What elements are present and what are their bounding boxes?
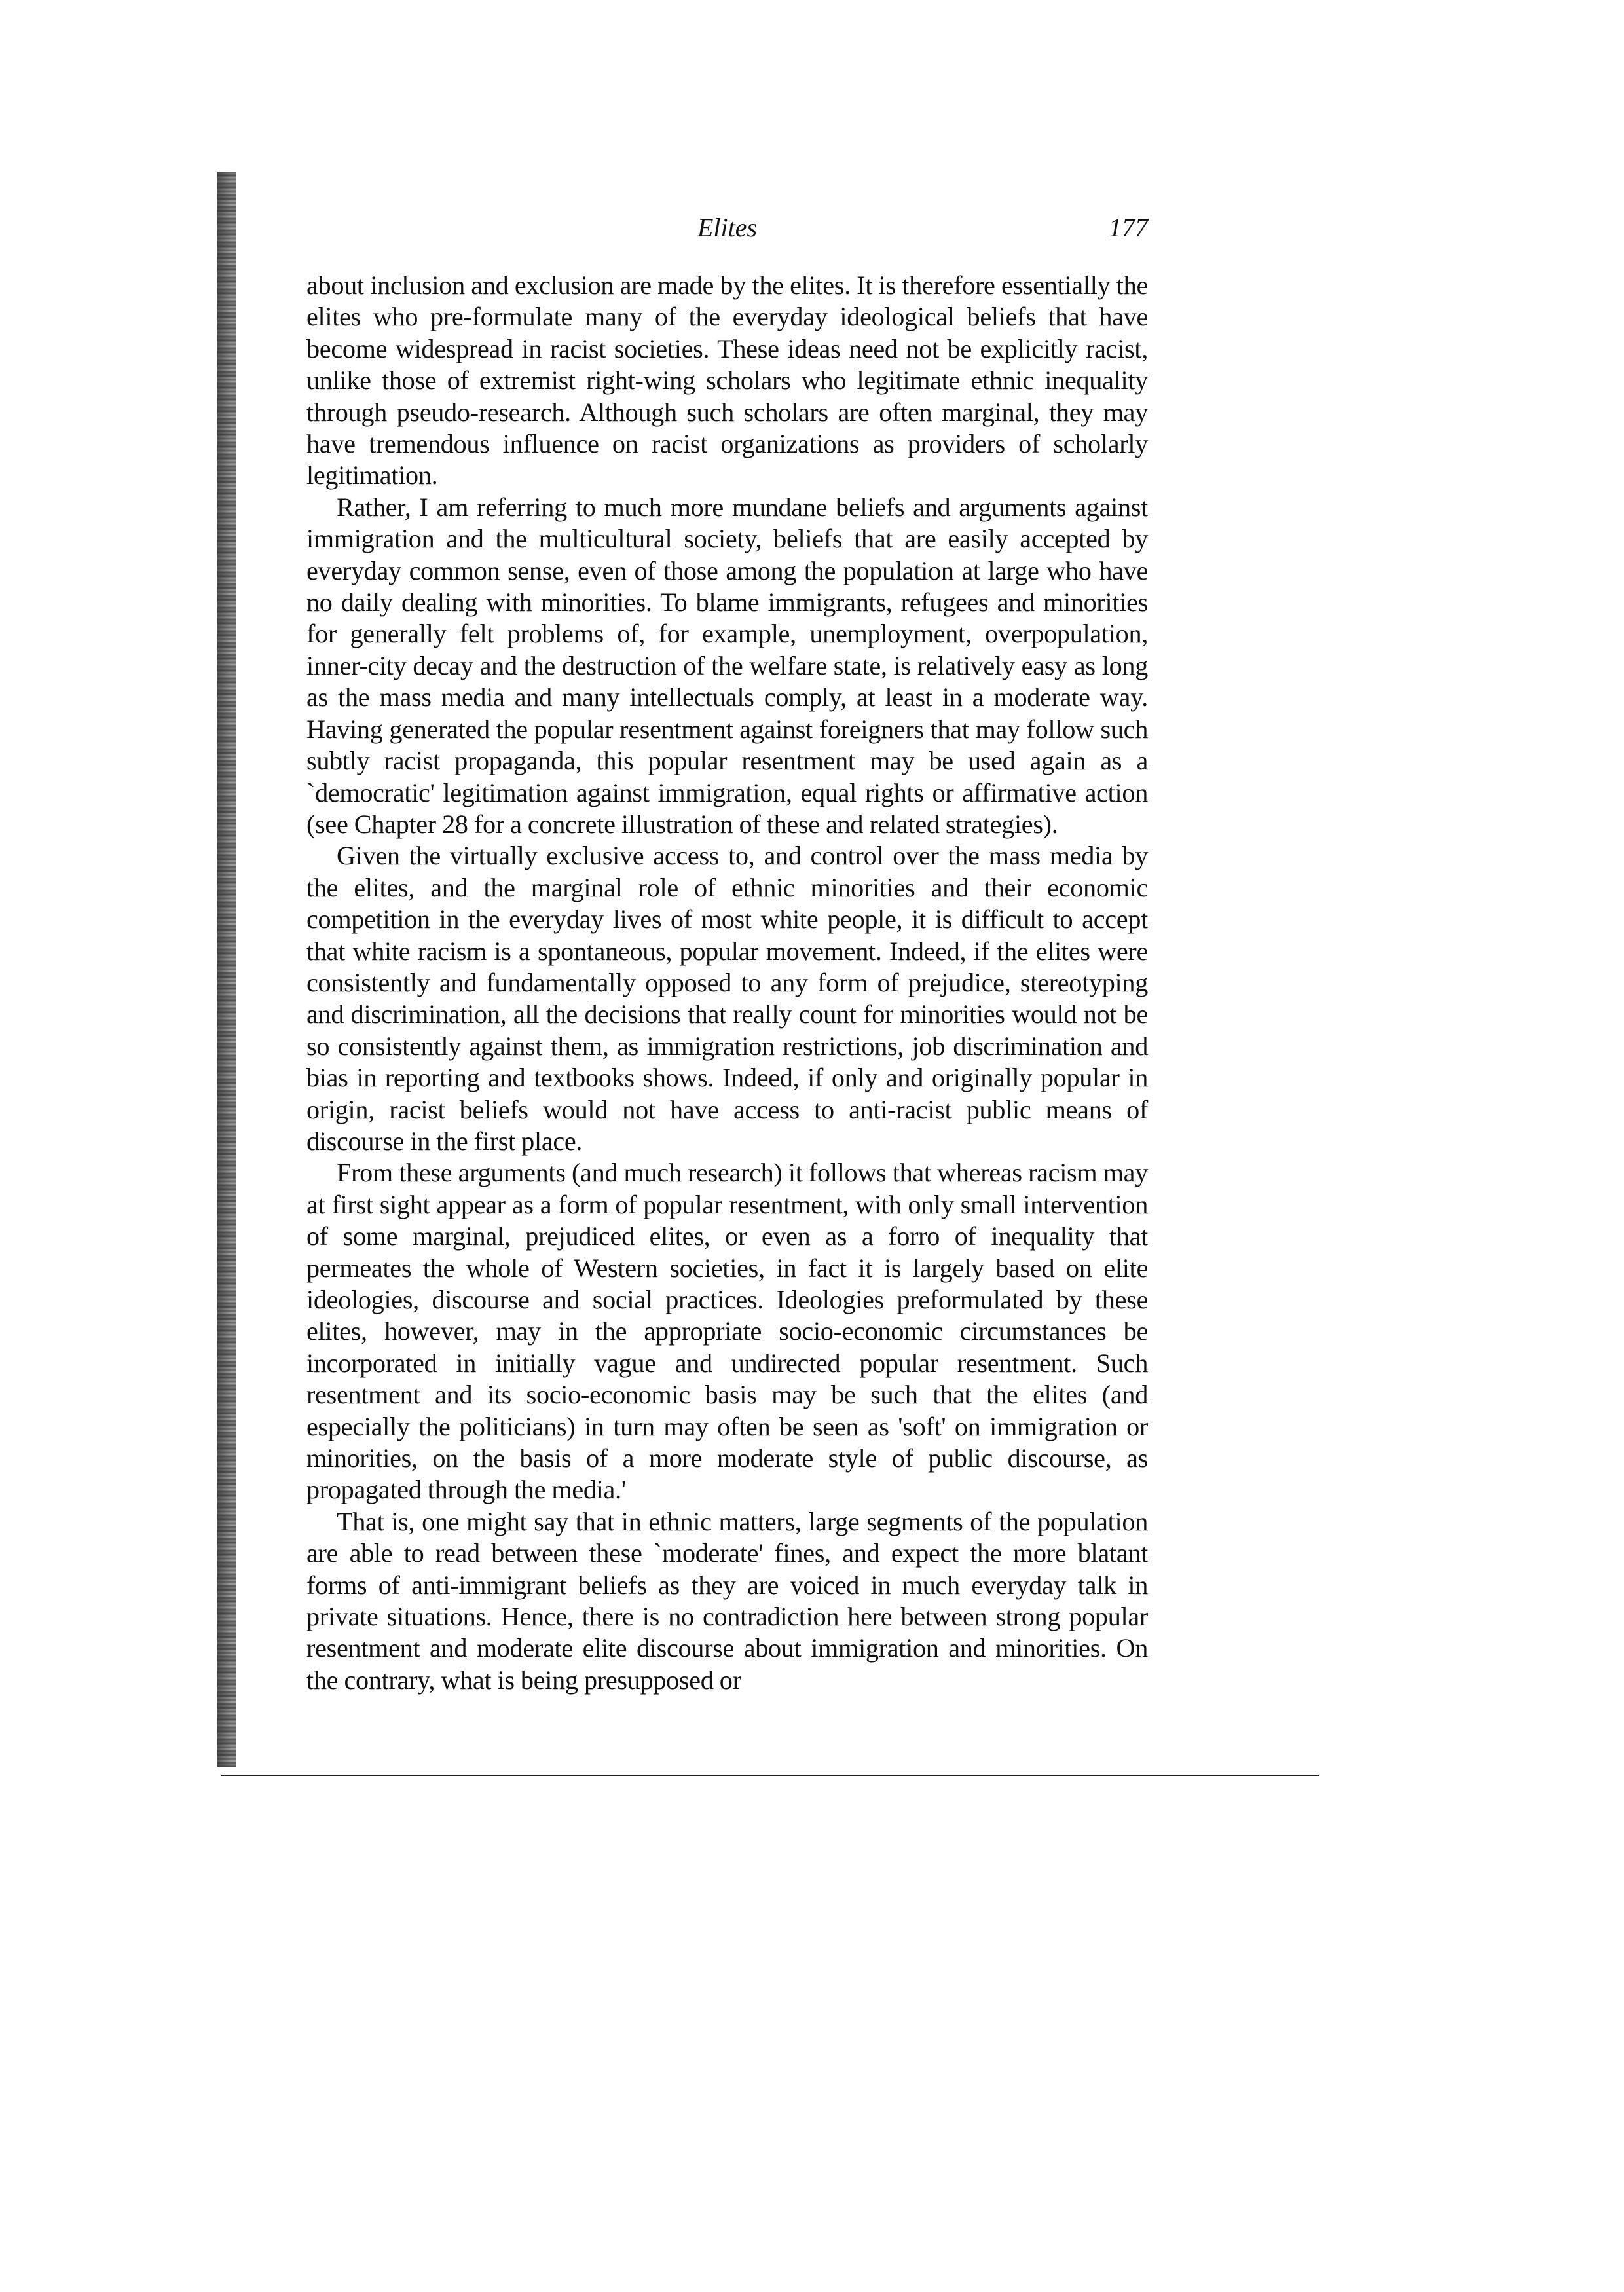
page-number: 177 (1109, 213, 1148, 242)
scanned-binding-edge (217, 172, 236, 1767)
paragraph-5: That is, one might say that in ethnic matters, large segments of the population are able to read between these `moderate' fines, and expect the more blatant forms of anti-immigrant beliefs as they are voiced in much everyday talk in private situations. Hence, there is no contradiction here between strong popular resentment and moderate elite discourse about immigration and minorities. On the contrary, what is being presupposed or (306, 1506, 1148, 1695)
footer-rule (221, 1775, 1319, 1776)
body-text (306, 270, 1148, 1696)
running-head (306, 208, 1148, 248)
running-title: Elites (697, 213, 758, 242)
paragraph-3: Given the virtually exclusive access to, and control over the mass media by the elites, and the marginal role of ethnic minorities and their economic competition in the everyday lives of most white people, it is difficult to accept that white racism is a spontaneous, popular movement. Indeed, if the elites were consistently and fundamentally opposed to any form of prejudice, stereotyping and discrimination, all the decisions that really count for minorities would not be so consistently against them, as immigration restrictions, job discrimination and bias in reporting and textbooks shows. Indeed, if only and originally popular in origin, racist beliefs would not have access to anti-racist public means of discourse in the first place. (306, 841, 1148, 1156)
paragraph-1: about inclusion and exclusion are made by the elites. It is therefore essentially the elites who pre-formulate many of the everyday ideological beliefs that have become widespread in racist societies. These ideas need not be explicitly racist, unlike those of extremist right-wing scholars who legitimate ethnic inequality through pseudo-research. Although such scholars are often marginal, they may have tremendous influence on racist organizations as providers of scholarly legitimation. (306, 270, 1148, 490)
paragraph-2: Rather, I am referring to much more mundane beliefs and arguments against immigration and the multicultural society, beliefs that are easily accepted by everyday common sense, even of those among the population at large who have no daily dealing with minorities. To blame immigrants, refugees and minorities for generally felt problems of, for example, unemployment, overpopulation, inner-city decay and the destruction of the welfare state, is relatively easy as long as the mass media and many intellectuals comply, at least in a moderate way. Having generated the popular resentment against foreigners that may follow such subtly racist propaganda, this popular resentment may be used again as a `democratic' legitimation against immigration, equal rights or affirmative action (see Chapter 28 for a concrete illustration of these and related strategies). (306, 492, 1148, 839)
paragraph-4: From these arguments (and much research) it follows that whereas racism may at first sight appear as a form of popular resentment, with only small intervention of some marginal, prejudiced elites, or even as a forro of inequality that permeates the whole of Western societies, in fact it is largely based on elite ideologies, discourse and social practices. Ideologies preformulated by these elites, however, may in the appropriate socio-economic circumstances be incorporated in initially vague and undirected popular resentment. Such resentment and its socio-economic basis may be such that the elites (and especially the politicians) in turn may often be seen as 'soft' on immigration or minorities, on the basis of a more moderate style of public discourse, as propagated through the media.' (306, 1158, 1148, 1505)
